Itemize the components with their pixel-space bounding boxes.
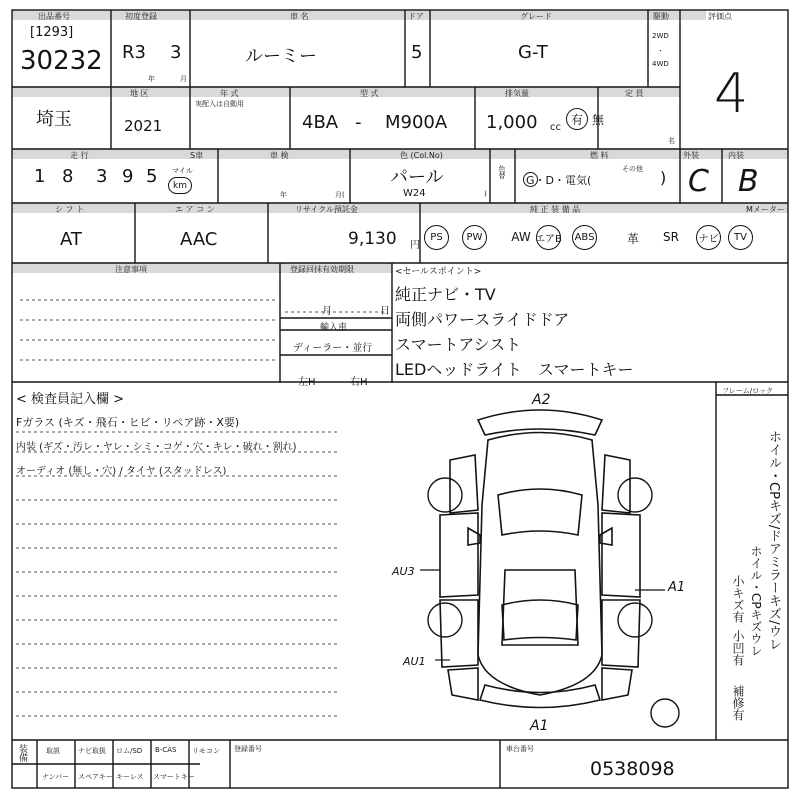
inspection-date-label: 車 検	[270, 151, 289, 160]
inspection-line: Fガラス (キズ・飛石・ヒビ・リペア跡・X要)	[16, 416, 240, 429]
first-reg-label: 初度登録	[125, 12, 157, 21]
capacity-unit: 名	[668, 137, 675, 145]
mileage-digit: 3	[96, 166, 108, 187]
roof-outline	[502, 570, 578, 645]
region-label: 地 区	[130, 89, 149, 98]
mark-a1-bottom: A1	[530, 718, 549, 734]
model-name: ルーミー	[245, 46, 317, 67]
exterior-grade: C	[688, 164, 709, 199]
year-type-label: 年 式	[220, 89, 239, 98]
inspection-title: < 検査員記入欄 >	[16, 392, 125, 407]
lot-label: 出品番号	[38, 12, 70, 21]
year-char: 年	[148, 75, 155, 83]
month-char: 月	[180, 75, 187, 83]
dealer: ディーラー・並行	[293, 343, 373, 354]
right-rear-fender	[602, 668, 632, 700]
interior-label: 内装	[728, 151, 744, 160]
right-note-col: 補修有	[731, 685, 745, 721]
shift: AT	[60, 229, 82, 250]
color-label: 色 (Col.No)	[400, 151, 443, 160]
drive-4wd: 4WD	[652, 60, 669, 68]
fuel-options: G・D・電気(	[526, 174, 592, 187]
fuel-label: 燃 料	[590, 151, 609, 160]
region: 埼玉	[36, 109, 72, 130]
mileage-digit: 9	[122, 166, 134, 187]
drive-label: 駆動	[653, 12, 669, 21]
right-note-main: ホイル・CPキズ/ドアミラーキズ/ウレ	[766, 430, 781, 651]
right-h: 右H	[350, 377, 368, 388]
right-front-door	[602, 513, 640, 597]
left-h: 左H	[298, 377, 316, 388]
unit-mile: マイル	[172, 167, 193, 175]
drive-dot: ・	[657, 47, 664, 55]
left-front-fender	[450, 455, 478, 513]
sales-point: 両側パワースライドドア	[395, 310, 570, 329]
import-label: 輸入車	[320, 323, 348, 333]
ac-label: エ ア コ ン	[175, 205, 215, 214]
unit-km: km	[168, 177, 192, 194]
equipment-row	[424, 225, 784, 255]
left-rear-fender	[448, 668, 478, 700]
score-value: 4	[714, 62, 749, 125]
body-outline	[478, 433, 602, 696]
chassis-number: 0538098	[590, 758, 675, 780]
mark-au1: AU1	[403, 655, 426, 668]
grade: G-T	[518, 42, 548, 63]
doors-label: ドア	[408, 12, 424, 21]
equipment-item: PW	[462, 225, 487, 250]
s-label: S車	[190, 151, 204, 160]
frame-label: フレーム/ロック	[722, 387, 773, 395]
fiscal-note: 実配入は自動用	[195, 100, 244, 108]
grade-label: グレード	[520, 12, 552, 21]
drive-2wd: 2WD	[652, 32, 669, 40]
mark-au3: AU3	[392, 565, 415, 578]
footer-manual: 取説	[46, 747, 60, 755]
fuel-other: その他	[622, 165, 643, 173]
windshield-outline	[498, 489, 582, 535]
mark-a2: A2	[532, 392, 551, 408]
footer-rom: ロム/SD	[116, 747, 143, 755]
footer-navi-disc: ナビ取扱	[78, 747, 106, 755]
footer-number: ナンバー	[42, 773, 70, 781]
tire-front-right	[618, 478, 652, 512]
sales-point: 純正ナビ・TV	[395, 285, 496, 304]
shift-label: シ フ ト	[55, 205, 85, 214]
right-note-sub: ホイル・CPキズウレ	[749, 545, 763, 657]
mileage-digit: 1	[34, 166, 46, 187]
left-front-door	[440, 513, 478, 597]
footer-keyless: キーレス	[116, 773, 144, 781]
model-name-label: 車 名	[290, 12, 309, 21]
equipment-item: SR	[663, 230, 679, 244]
items-label: 装備	[17, 744, 27, 762]
color: パール	[390, 167, 444, 188]
color-close: )	[484, 190, 487, 198]
equipment-item: AW	[511, 230, 531, 244]
color-code: W24	[403, 188, 426, 199]
caution-label: 注意事項	[115, 265, 147, 274]
equipment-item: ナビ	[696, 225, 721, 250]
right-front-fender	[602, 455, 630, 513]
sales-point: スマートアシスト	[395, 335, 522, 354]
cc-unit: cc	[550, 122, 561, 133]
yen: 円	[410, 240, 420, 251]
era: R3	[122, 42, 146, 63]
insp-month-char: 月(	[335, 191, 345, 199]
footer-remote: リモコン	[192, 747, 220, 755]
front-bumper-outline	[478, 410, 602, 435]
lot-sub: [1293]	[30, 25, 74, 40]
tire-rear-right	[618, 603, 652, 637]
equipment-label: 純 正 装 備 品	[530, 205, 581, 214]
tire-rear-left	[428, 603, 462, 637]
equipment-item: エアB	[536, 225, 561, 250]
displacement: 1,000	[486, 112, 538, 133]
expiry-label: 登録回抹有効期限	[290, 265, 354, 274]
footer-spare-key: スペアキー	[78, 773, 113, 781]
insp-year-char: 年	[280, 191, 287, 199]
mark-a1-right: A1	[668, 580, 686, 595]
sales-point: LEDヘッドライト スマートキー	[395, 360, 634, 379]
doors: 5	[411, 42, 423, 63]
spare-tire	[651, 699, 679, 727]
equipment-item: ABS	[572, 225, 597, 250]
chassis-label: 車台番号	[506, 745, 534, 753]
sales-label: <セールスポイント>	[395, 267, 482, 277]
model-prefix: 4BA	[302, 112, 339, 133]
turbo-no: 無	[592, 113, 605, 127]
expiry-day: 日	[380, 306, 390, 317]
model-code: M900A	[385, 112, 448, 133]
equipment-item: 革	[626, 232, 639, 246]
reg-number-label: 登録番号	[234, 745, 262, 753]
exterior-label: 外装	[683, 151, 699, 160]
lot-number: 30232	[20, 46, 103, 76]
color-change: 色替	[498, 165, 506, 179]
expiry-month: 月	[322, 306, 332, 317]
inspection-line: 内装 (ギズ・汚レ・ヤレ・シミ・コゲ・穴・キレ・破れ・割れ)	[16, 442, 297, 453]
ac: AAC	[180, 229, 218, 250]
equipment-item: PS	[424, 225, 449, 250]
turbo-yes: 有	[566, 108, 588, 130]
right-note-col: 小凹有	[731, 630, 745, 666]
tire-front-left	[428, 478, 462, 512]
capacity-label: 定 員	[625, 89, 644, 98]
footer-smart-key: スマートキー	[153, 773, 195, 781]
recycle-label: リサイクル預託金	[295, 205, 358, 214]
interior-grade: B	[738, 164, 759, 199]
right-note-col: 小キズ有	[731, 575, 745, 623]
year-type: 2021	[124, 117, 163, 135]
rear-bumper-outline	[480, 685, 600, 708]
model-dash: -	[355, 112, 362, 133]
mileage-digit: 5	[146, 166, 158, 187]
mileage-digit: 8	[62, 166, 74, 187]
footer-bcas: B-CAS	[155, 746, 177, 754]
score-label: 評価点	[708, 12, 732, 21]
inspection-line: オーディオ (無し・穴) / タイヤ (スタッドレス)	[16, 466, 227, 477]
rear-window-outline	[502, 600, 578, 640]
equipment-item: TV	[728, 225, 753, 250]
meter-label: Mメーター	[746, 205, 785, 214]
reg-month: 3	[170, 42, 182, 63]
car-damage-diagram	[380, 395, 710, 740]
fuel-close: )	[660, 168, 667, 187]
recycle-amount: 9,130	[348, 229, 397, 249]
model-code-label: 型 式	[360, 89, 379, 98]
displacement-label: 排気量	[505, 89, 529, 98]
mileage-label: 走 行	[70, 151, 89, 160]
